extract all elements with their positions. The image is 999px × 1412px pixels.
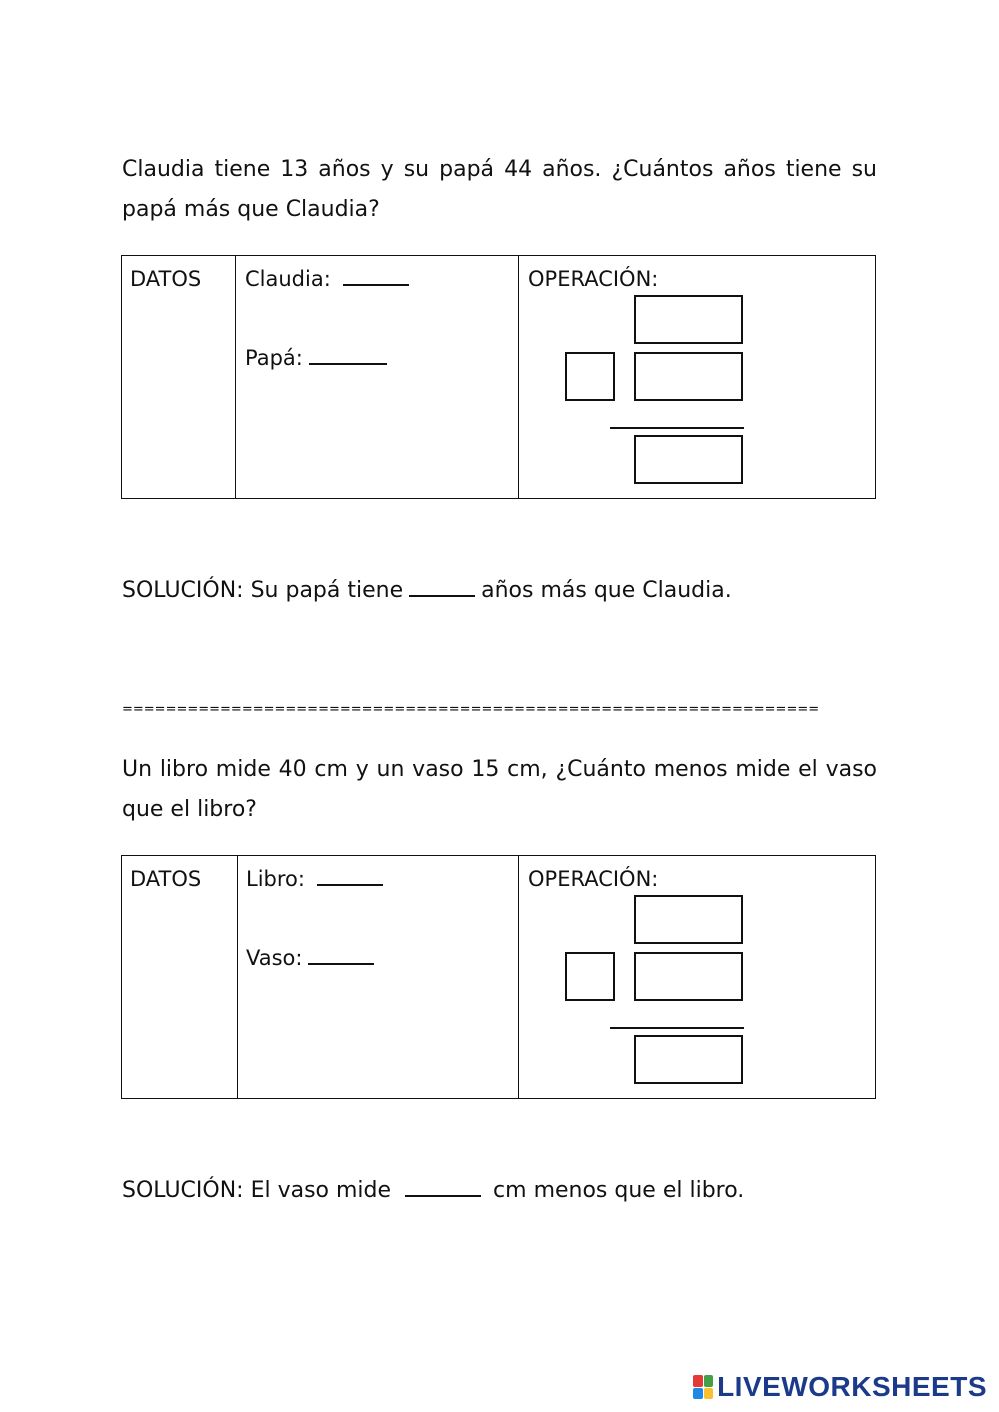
solution-2 [122,1176,744,1206]
papa-label: Papá: [245,346,303,370]
solution-1-blank[interactable] [409,594,475,597]
operacion-label: OPERACIÓN: [528,867,659,891]
separator: ================================================================ [122,702,820,717]
logo-text: LIVEWORKSHEETS [717,1371,987,1402]
column-divider [518,856,519,1098]
libro-blank[interactable] [317,883,383,886]
solution-1-end: años más que Claudia. [481,578,732,603]
result-box[interactable] [634,1035,743,1084]
operator-box[interactable] [565,952,615,1001]
vaso-field [246,944,374,972]
datos-label: DATOS [130,867,202,891]
column-divider [518,256,519,498]
claudia-label: Claudia: [245,267,331,291]
datos-label: DATOS [130,267,202,291]
question-1: Claudia tiene 13 años y su papá 44 años. ¿Cuántos años tiene su papá más que Claudia? [122,157,877,222]
solution-2-start: SOLUCIÓN: El vaso mide [122,1178,392,1203]
claudia-blank[interactable] [343,283,409,286]
operacion-label: OPERACIÓN: [528,267,659,291]
logo-mark-icon [693,1375,713,1399]
data-table-2 [121,855,876,1099]
column-divider [237,856,238,1098]
solution-2-blank[interactable] [405,1194,481,1197]
result-box[interactable] [634,435,743,484]
data-table-1 [121,255,876,499]
operand-bottom-box[interactable] [634,352,743,401]
operator-box[interactable] [565,352,615,401]
solution-2-end: cm menos que el libro. [493,1178,745,1203]
papa-blank[interactable] [309,362,387,365]
operand-top-box[interactable] [634,895,743,944]
column-divider [235,256,236,498]
vaso-label: Vaso: [246,946,303,970]
operation-line [610,427,744,429]
claudia-field [245,265,409,293]
operand-top-box[interactable] [634,295,743,344]
papa-field [245,344,387,372]
solution-1 [122,576,732,606]
operand-bottom-box[interactable] [634,952,743,1001]
question-2: Un libro mide 40 cm y un vaso 15 cm, ¿Cuánto menos mide el vaso que el libro? [122,757,877,822]
libro-field [246,865,383,893]
liveworksheets-logo [693,1372,987,1402]
vaso-blank[interactable] [308,962,374,965]
libro-label: Libro: [246,867,305,891]
solution-1-start: SOLUCIÓN: Su papá tiene [122,578,404,603]
operation-line [610,1027,744,1029]
